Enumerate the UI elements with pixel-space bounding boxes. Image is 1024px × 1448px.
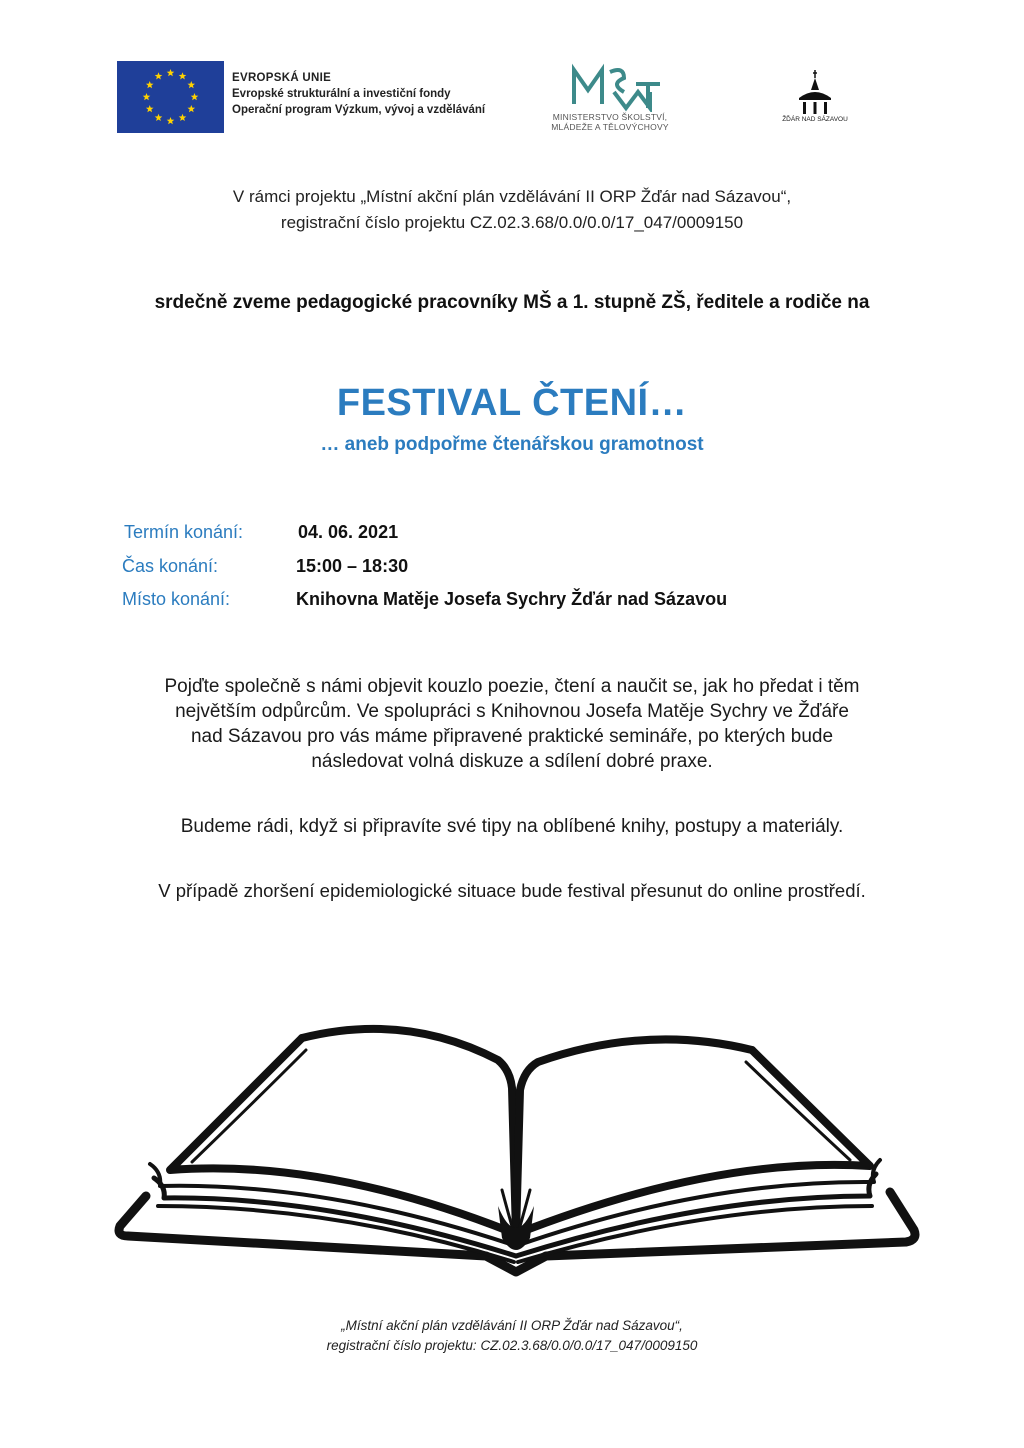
eu-logo-text <box>232 70 485 118</box>
eu-star-icon <box>146 81 154 88</box>
date-value: 04. 06. 2021 <box>298 522 399 542</box>
description-line1: Pojďte společně s námi objevit kouzlo poezie, čtení a naučit se, jak ho předat i těm <box>164 676 860 697</box>
msmt-logo-text <box>540 112 680 132</box>
eu-logo-line2: Evropské strukturální a investiční fondy <box>232 88 451 100</box>
footer-line2: registrační číslo projektu: CZ.02.3.68/0.0/0.0/17_047/0009150 <box>326 1338 698 1353</box>
zdar-logo-text: ŽĎÁR NAD SÁZAVOU <box>782 116 848 123</box>
description-paragraph <box>90 674 934 774</box>
footer <box>0 1316 1024 1356</box>
project-intro-line1: V rámci projektu „Místní akční plán vzdělávání II ORP Žďár nad Sázavou“, <box>232 187 792 206</box>
place-value: Knihovna Matěje Josefa Sychry Žďár nad Sázavou <box>296 589 728 609</box>
eu-star-icon <box>179 72 187 79</box>
zdar-church-logo <box>795 68 835 114</box>
eu-star-icon <box>179 114 187 121</box>
tips-paragraph: Budeme rádi, když si připravíte své tipy na oblíbené knihy, postupy a materiály. <box>180 816 844 837</box>
eu-star-icon <box>143 93 151 100</box>
eu-star-icon <box>167 117 175 124</box>
eu-star-icon <box>155 72 163 79</box>
msmt-monogram-icon <box>540 62 680 112</box>
eu-star-icon <box>191 93 199 100</box>
description-line4: následovat volná diskuze a sdílení dobré praxe. <box>311 751 713 772</box>
date-label: Termín konání: <box>124 522 244 542</box>
page-subtitle: … aneb podpořme čtenářskou gramotnost <box>320 434 704 455</box>
eu-star-icon <box>187 105 195 112</box>
open-book-illustration <box>106 1010 926 1278</box>
place-label: Místo konání: <box>122 589 231 609</box>
eu-star-icon <box>155 114 163 121</box>
time-label: Čas konání: <box>122 556 219 576</box>
online-notice-paragraph: V případě zhoršení epidemiologické situace bude festival přesunut do online prostředí. <box>158 880 866 901</box>
eu-logo-line3: Operační program Výzkum, vývoj a vzdělávání <box>232 104 486 116</box>
footer-line1: „Místní akční plán vzdělávání II ORP Žďár nad Sázavou“, <box>341 1318 683 1333</box>
time-value: 15:00 – 18:30 <box>296 556 409 576</box>
eu-flag-logo <box>117 61 224 133</box>
church-icon <box>795 68 835 114</box>
msmt-line1: MINISTERSTVO ŠKOLSTVÍ, <box>552 112 668 122</box>
description-line2: největším odpůrcům. Ve spolupráci s Knihovnou Josefa Matěje Sychry ve Žďáře <box>175 701 849 722</box>
eu-stars-icon <box>117 61 224 133</box>
eu-star-icon <box>167 69 175 76</box>
page-title: FESTIVAL ČTENÍ… <box>336 382 688 424</box>
description-line3: nad Sázavou pro vás máme připravené praktické semináře, po kterých bude <box>190 726 834 747</box>
eu-star-icon <box>187 81 195 88</box>
project-intro-line2: registrační číslo projektu CZ.02.3.68/0.0/0.0/17_047/0009150 <box>280 213 744 232</box>
invitation-line: srdečně zveme pedagogické pracovníky MŠ a 1. stupně ZŠ, ředitele a rodiče na <box>154 292 870 313</box>
eu-logo-line1: EVROPSKÁ UNIE <box>232 72 332 84</box>
open-book-icon <box>106 1010 926 1278</box>
msmt-line2: MLÁDEŽE A TĚLOVÝCHOVY <box>551 122 669 132</box>
project-intro <box>0 184 1024 236</box>
eu-star-icon <box>146 105 154 112</box>
